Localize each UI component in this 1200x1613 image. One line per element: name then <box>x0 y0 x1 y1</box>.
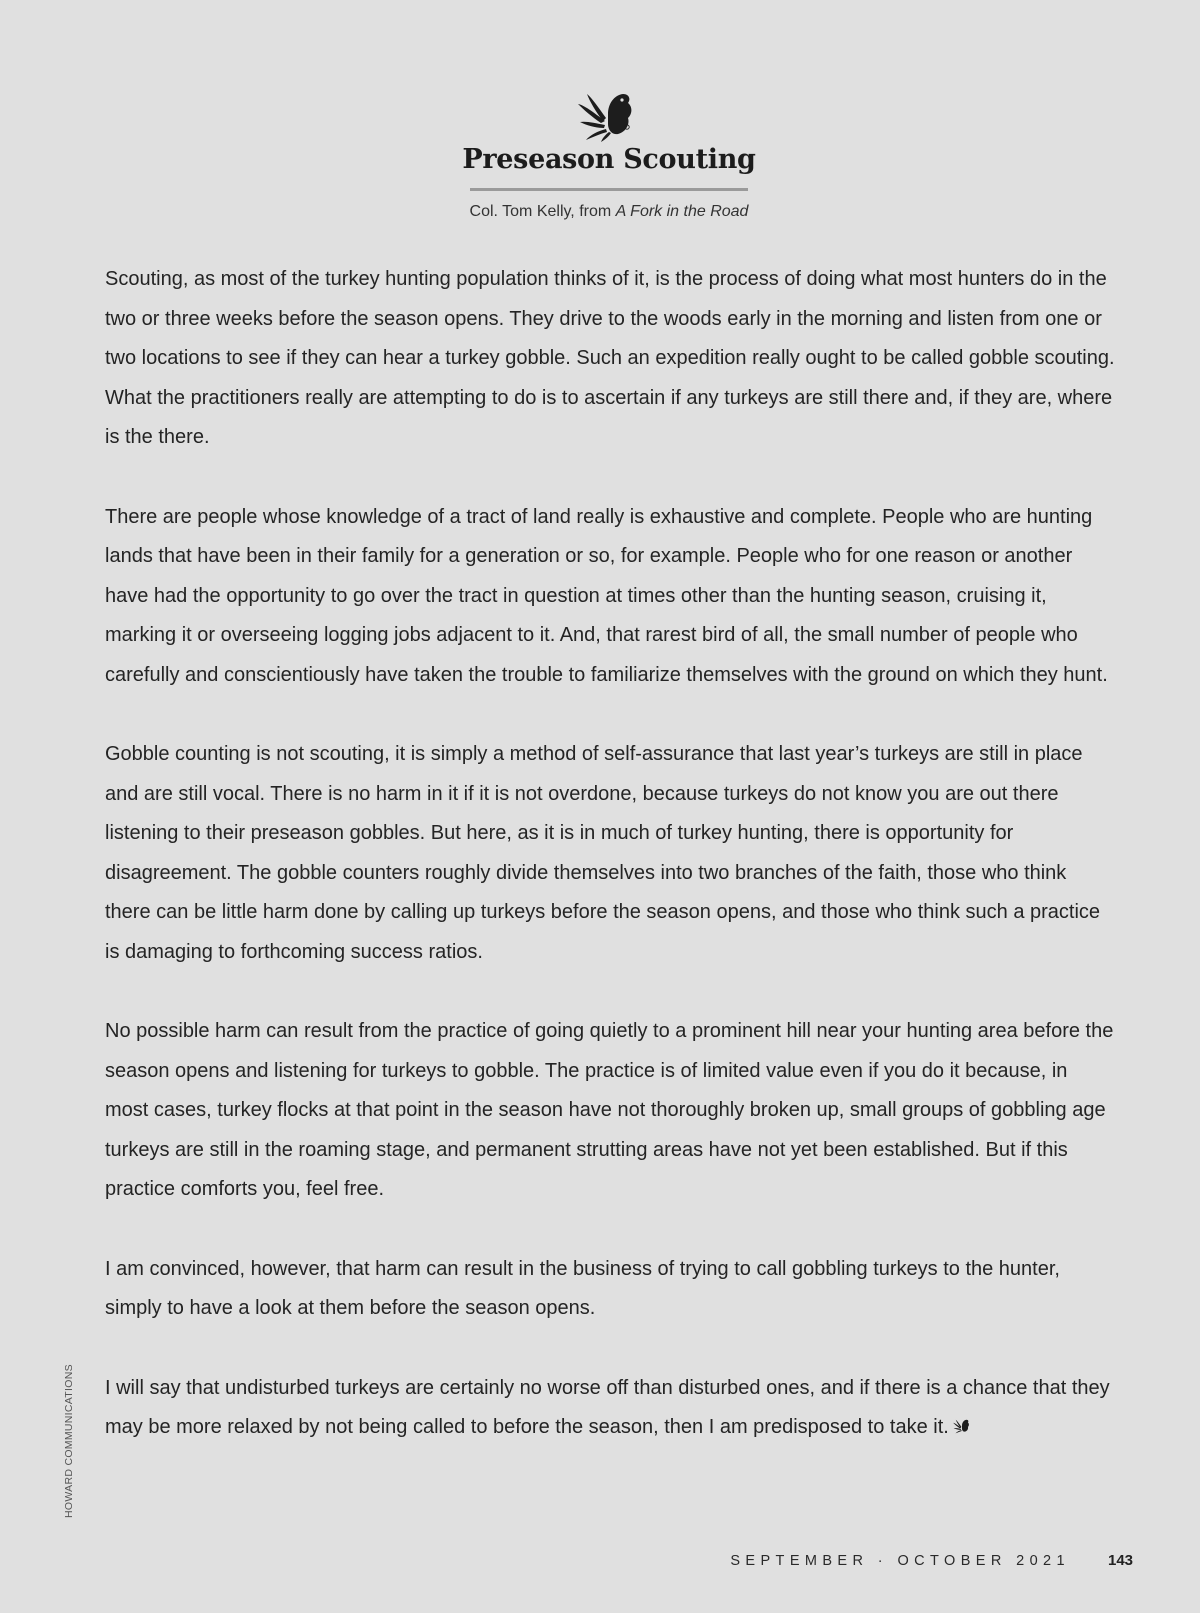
paragraph-1: Scouting, as most of the turkey hunting population thinks of it, is the process of doing what most hunters do in the two or three weeks before the season opens. They drive to the woods early in the morning and listen from one or two locations to see if they can hear a turkey gobble. Such an expedition really ought to be called gobble scouting. What the practitioners really are attempting to do is to ascertain if any turkeys are still there and, if they are, where is the there. <box>105 268 1115 448</box>
byline <box>0 203 1200 221</box>
issue-date: SEPTEMBER · OCTOBER 2021 <box>730 1553 1070 1569</box>
paragraph-2: There are people whose knowledge of a tract of land really is exhaustive and complete. People who are hunting lands that have been in their family for a generation or so, for example. People who for one reason or another have had the opportunity to go over the tract in question at times other than the hunting season, cruising it, marking it or overseeing logging jobs adjacent to it. And, that rarest bird of all, the small number of people who carefully and conscientiously have taken the trouble to familiarize themselves with the ground on which they hunt. <box>105 505 1108 686</box>
turkey-logo-icon <box>578 88 638 142</box>
byline-source: A Fork in the Road <box>615 203 749 220</box>
paragraph-5: I am convinced, however, that harm can result in the business of trying to call gobbling turkeys to the hunter, simply to have a look at them before the season opens. <box>105 1257 1060 1319</box>
photo-credit: HOWARD COMMUNICATIONS <box>63 1364 75 1518</box>
byline-author: Col. Tom Kelly, from <box>469 203 616 220</box>
page-title: Preseason Scouting <box>462 144 756 175</box>
article-body <box>105 260 1115 1488</box>
paragraph-3: Gobble counting is not scouting, it is simply a method of self-assurance that last year’s turkeys are still in place and are still vocal. There is no harm in it if it is not overdone, because turkeys do not know you are out there listening to their preseason gobbles. But here, as it is in much of turkey hunting, there is opportunity for disagreement. The gobble counters roughly divide themselves into two branches of the faith, those who think there can be little harm done by calling up turkeys before the season opens, and those who think such a practice is damaging to forthcoming success ratios. <box>105 743 1101 963</box>
turkey-end-mark-icon <box>953 1418 971 1434</box>
title-divider <box>470 188 748 191</box>
paragraph-4: No possible harm can result from the practice of going quietly to a prominent hill near your hunting area before the season opens and listening for turkeys to gobble. The practice is of limited value even if you do it because, in most cases, turkey flocks at that point in the season have not thoroughly broken up, small groups of gobbling age turkeys are still in the roaming stage, and permanent strutting areas have not yet been established. But if this practice comforts you, feel free. <box>105 1020 1114 1200</box>
paragraph-6-wrapper <box>105 1369 1115 1448</box>
paragraph-6: I will say that undisturbed turkeys are certainly no worse off than disturbed ones, and if there is a chance that they may be more relaxed by not being called to before the season, then I am predisposed to take it. <box>105 1376 1110 1438</box>
page-number: 143 <box>1108 1552 1134 1569</box>
